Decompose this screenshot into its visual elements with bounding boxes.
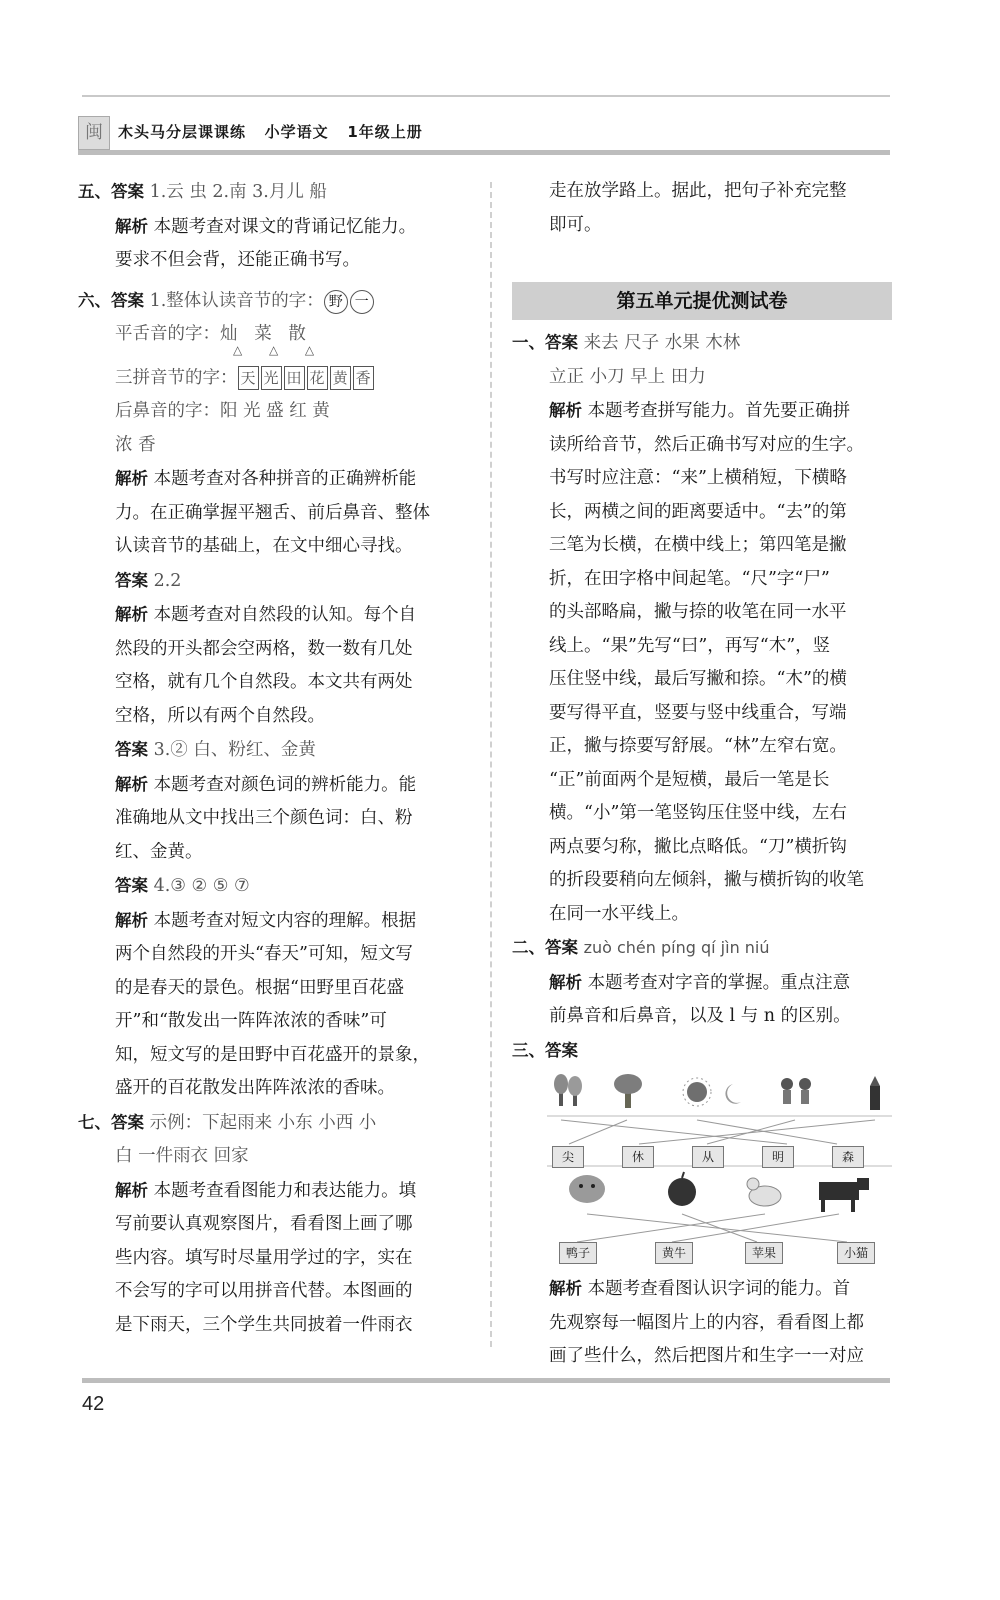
- answer-text: 来去 尺子 水果 木林: [583, 333, 741, 353]
- word-box: 小猫: [837, 1242, 875, 1264]
- answer-label: 答案: [111, 1112, 144, 1132]
- section-7: [78, 1106, 473, 1343]
- analysis-line: 本题考查对颜色词的辨析能力。能: [153, 774, 417, 795]
- analysis-line: 正，撇与捺要写舒展。“林”左窄右宽。: [549, 736, 847, 756]
- analysis-line: 线上。“果”先写“曰”，再写“木”，竖: [549, 635, 831, 656]
- word-box: 森: [832, 1146, 864, 1168]
- analysis-line: 知，短文写的是田野中百花盛开的景象，: [115, 1044, 430, 1065]
- analysis-line: 是下雨天，三个学生共同披着一件雨衣: [115, 1314, 413, 1335]
- analysis-line: 盛开的百花散发出阵阵浓浓的香味。: [115, 1078, 395, 1098]
- page-number: 42: [82, 1393, 105, 1415]
- apple-picture: [668, 1172, 696, 1206]
- analysis-line: 在同一水平线上。: [549, 903, 689, 924]
- answer-text: 4.③ ② ⑤ ⑦: [153, 876, 250, 896]
- section-6: [78, 284, 473, 1106]
- section-5: [78, 175, 473, 278]
- analysis-line: 开”和“散发出一阵阵浓浓的香味”可: [115, 1011, 387, 1031]
- answer-text: 1.云 虫 2.南 3.月儿 船: [149, 182, 327, 202]
- analysis-line: 书写时应注意：“来”上横稍短，下横略: [549, 468, 847, 488]
- cat-picture: [569, 1175, 605, 1203]
- analysis-line: 空格，就有几个自然段。本文共有两处: [115, 672, 413, 692]
- analysis-line: 两点要匀称，撇比点略低。“刀”横折钩: [549, 836, 847, 857]
- answer-label: 答案: [545, 1040, 578, 1060]
- answer-label: 答案: [111, 182, 144, 201]
- analysis-line: 要求不但会背，还能正确书写。: [115, 250, 360, 270]
- analysis-line: 认读音节的基础上，在文中细心寻找。: [115, 536, 413, 556]
- sun-moon-picture: [683, 1078, 741, 1106]
- houbi-label: 后鼻音的字：: [115, 401, 220, 421]
- analysis-line: 横。“小”第一笔竖钩压住竖中线，左右: [549, 803, 847, 823]
- word-box: 明: [762, 1146, 794, 1168]
- answer-label: 答案: [115, 570, 148, 590]
- section-number: 二、: [512, 938, 545, 957]
- analysis-line: 两个自然段的开头“春天”可知，短文写: [115, 944, 413, 964]
- section-number: 五、: [78, 182, 111, 201]
- analysis-line: 长，两横之间的距离要适中。“去”的第: [549, 501, 847, 522]
- circled-char: 一: [350, 290, 374, 314]
- analysis-line: 空格，所以有两个自然段。: [115, 705, 325, 726]
- word-box: 鸭子: [559, 1242, 597, 1264]
- page-header: [78, 116, 890, 154]
- analysis-line: 前鼻音和后鼻音，以及 l 与 n 的区别。: [549, 1006, 851, 1026]
- answer-text: 白 一件雨衣 回家: [115, 1146, 249, 1166]
- analysis-label: 解析: [115, 1180, 148, 1200]
- analysis-line: 本题考查对字音的掌握。重点注意: [587, 972, 851, 993]
- analysis-line: 本题考查对各种拼音的正确辨析能: [153, 469, 417, 489]
- char: 灿: [220, 324, 238, 344]
- bottom-rule: [82, 1378, 890, 1383]
- section-number: 三、: [512, 1040, 545, 1060]
- section-number: 七、: [78, 1112, 111, 1132]
- publisher-logo: 闽: [78, 116, 110, 150]
- boxed-char: 香: [353, 366, 374, 390]
- analysis-line: 些内容。填写时尽量用学过的字，实在: [115, 1247, 413, 1268]
- analysis-line: 然段的开头都会空两格，数一数有几处: [115, 638, 413, 659]
- test-section-2: [512, 931, 892, 1034]
- matching-illustration: [547, 1074, 892, 1264]
- analysis-label: 解析: [115, 216, 148, 236]
- matching-drawing: [547, 1074, 892, 1264]
- two-children-picture: [781, 1078, 811, 1104]
- analysis-line: 要写得平直，竖要与竖中线重合，写端: [549, 702, 847, 723]
- answer-text: 2.2: [153, 570, 182, 591]
- analysis-line: 三笔为长横，在横中线上；第四笔是撇: [549, 535, 847, 555]
- pencil-picture: [870, 1076, 880, 1110]
- analysis-label: 解析: [549, 401, 582, 420]
- answer-text: 立正 小刀 早上 田力: [549, 366, 706, 387]
- circled-char: 野: [324, 290, 348, 314]
- char: 菜: [254, 324, 272, 344]
- analysis-line: 本题考查对课文的背诵记忆能力。: [153, 216, 417, 237]
- analysis-label: 解析: [115, 605, 148, 624]
- test-section-3: [512, 1034, 892, 1374]
- answer-label: 答案: [115, 740, 148, 759]
- left-column: [78, 175, 473, 1342]
- char: 散: [288, 324, 306, 344]
- analysis-line: 不会写的字可以用拼音代替。本图画的: [115, 1281, 413, 1301]
- answer-text: 3.② 白、粉红、金黄: [153, 740, 316, 760]
- word-box: 黄牛: [655, 1242, 693, 1264]
- analysis-line: 本题考查对短文内容的理解。根据: [153, 910, 417, 931]
- houbi-chars: 浓 香: [115, 434, 156, 455]
- analysis-line: 压住竖中线，最后写撇和捺。“木”的横: [549, 669, 847, 689]
- analysis-label: 解析: [549, 972, 582, 992]
- continued-line: 走在放学路上。据此，把句子补充完整: [549, 181, 847, 201]
- analysis-line: “正”前面两个是短横，最后一笔是长: [549, 769, 830, 790]
- answer-label: 答案: [545, 938, 578, 957]
- top-rule: [82, 95, 890, 97]
- analysis-label: 解析: [115, 469, 148, 488]
- word-box: 苹果: [745, 1242, 783, 1264]
- analysis-line: 力。在正确掌握平翘舌、前后鼻音、整体: [115, 502, 430, 523]
- analysis-label: 解析: [115, 774, 148, 794]
- answer-text: 示例：下起雨来 小东 小西 小: [149, 1112, 377, 1133]
- column-divider: [490, 182, 492, 1347]
- triangle-mark: △: [304, 342, 315, 357]
- answer-label: 答案: [111, 290, 144, 310]
- duck-picture: [747, 1178, 781, 1206]
- analysis-line: 本题考查看图认识字词的能力。首: [587, 1279, 851, 1299]
- continued-line: 即可。: [549, 214, 602, 235]
- cow-picture: [819, 1178, 869, 1212]
- section-number: 六、: [78, 290, 111, 310]
- right-column: [512, 175, 892, 1374]
- analysis-line: 写前要认真观察图片，看看图上画了哪: [115, 1214, 413, 1234]
- big-tree-picture: [614, 1074, 642, 1108]
- analysis-line: 折，在田字格中间起笔。“尺”字“尸”: [549, 568, 830, 589]
- pinyin-answer: zuò chén píng qí jìn niú: [583, 938, 770, 957]
- analysis-label: 解析: [115, 910, 148, 930]
- pingshe-label: 平舌音的字：: [115, 324, 220, 344]
- analysis-line: 先观察每一幅图片上的内容，看看图上都: [549, 1312, 864, 1333]
- analysis-line: 准确地从文中找出三个颜色词：白、粉: [115, 808, 413, 828]
- houbi-chars: 阳 光 盛 红 黄: [220, 401, 330, 421]
- header-rule: [78, 150, 890, 155]
- analysis-line: 画了些什么，然后把图片和生字一一对应: [549, 1346, 864, 1366]
- analysis-line: 读所给音节，然后正确书写对应的生字。: [549, 434, 864, 455]
- sanpin-label: 三拼音节的字：: [115, 367, 238, 388]
- answer-text: 1.整体认读音节的字：: [149, 290, 324, 311]
- analysis-label: 解析: [549, 1279, 582, 1298]
- section-number: 一、: [512, 333, 545, 352]
- triangle-mark: △: [233, 342, 243, 357]
- analysis-line: 的是春天的景色。根据“田野里百花盛: [115, 977, 404, 998]
- analysis-line: 的头部略扁，撇与捺的收笔在同一水平: [549, 602, 847, 622]
- analysis-line: 本题考查对自然段的认知。每个自: [153, 605, 417, 625]
- analysis-line: 本题考查拼写能力。首先要正确拼: [587, 401, 851, 421]
- boxed-char: 天: [238, 366, 259, 390]
- analysis-line: 本题考查看图能力和表达能力。填: [153, 1180, 417, 1201]
- header-title: 木头马分层课课练 小学语文 1年级上册: [118, 123, 423, 141]
- word-box: 从: [692, 1146, 724, 1168]
- answer-label: 答案: [545, 333, 578, 352]
- word-box: 休: [622, 1146, 654, 1168]
- triangle-mark: △: [268, 342, 279, 357]
- word-box: 尖: [552, 1146, 584, 1168]
- boxed-char: 田: [284, 366, 305, 390]
- trees-picture: [554, 1074, 582, 1106]
- boxed-char: 光: [261, 366, 282, 390]
- boxed-char: 黄: [330, 366, 351, 390]
- analysis-line: 红、金黄。: [115, 841, 203, 862]
- answer-label: 答案: [115, 876, 148, 895]
- unit-test-banner: 第五单元提优测试卷: [512, 282, 892, 320]
- analysis-line: 的折段要稍向左倾斜，撇与横折钩的收笔: [549, 870, 864, 890]
- boxed-char: 花: [307, 366, 328, 390]
- test-section-1: [512, 326, 892, 931]
